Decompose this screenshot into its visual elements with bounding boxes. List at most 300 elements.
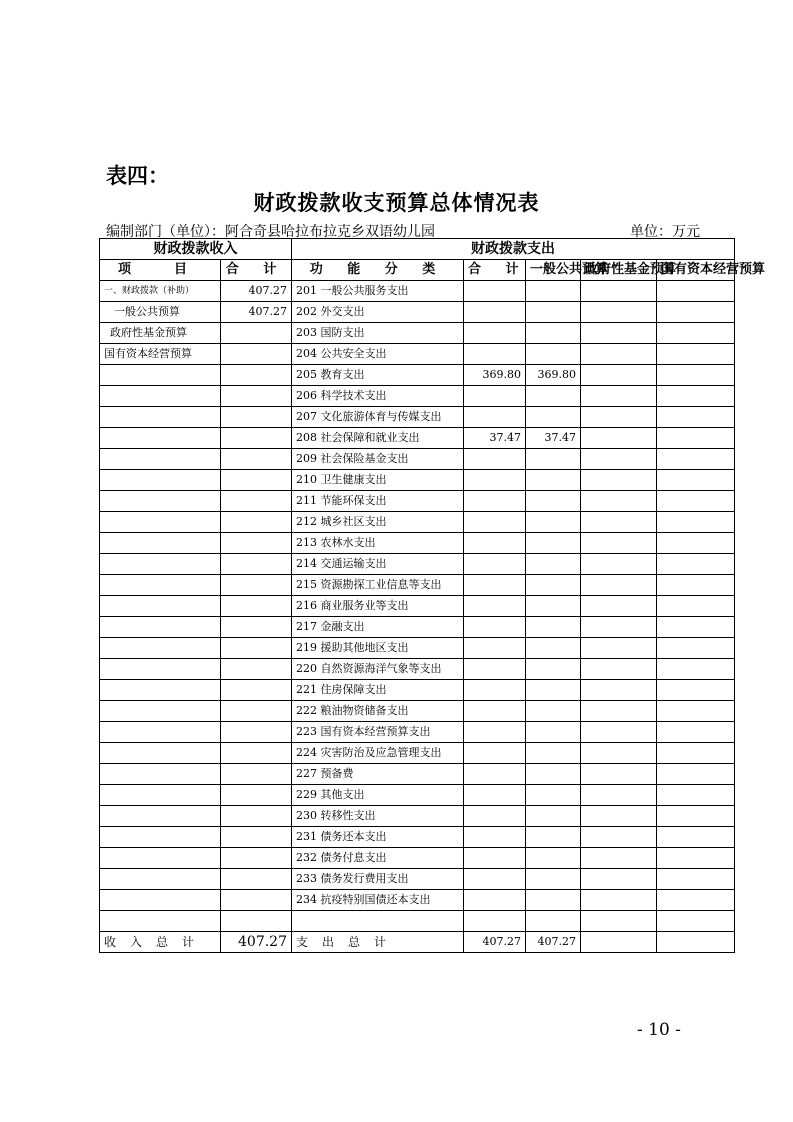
general-budget-cell — [526, 533, 581, 554]
expense-total-cell — [464, 722, 526, 743]
gov-fund-cell — [581, 554, 657, 575]
income-item-cell — [100, 638, 221, 659]
table-row — [100, 617, 735, 638]
income-item-cell — [100, 911, 221, 932]
state-capital-cell — [657, 428, 735, 449]
table-row — [100, 407, 735, 428]
income-item-cell: 国有资本经营预算 — [100, 344, 221, 365]
function-code: 212 — [296, 515, 317, 528]
gov-fund-cell — [581, 869, 657, 890]
table-row — [100, 785, 735, 806]
income-total-cell — [221, 617, 292, 638]
function-name: 公共安全支出 — [320, 347, 387, 360]
function-class-cell — [292, 512, 464, 533]
unit-label: 单位：万元 — [630, 224, 700, 240]
expense-total-cell — [464, 575, 526, 596]
income-item-cell — [100, 428, 221, 449]
function-name: 债务付息支出 — [320, 851, 387, 864]
function-name: 资源勘探工业信息等支出 — [320, 578, 442, 591]
gov-fund-cell — [581, 890, 657, 911]
income-item-cell — [100, 575, 221, 596]
general-budget-cell — [526, 617, 581, 638]
gov-fund-cell — [581, 386, 657, 407]
table-row — [100, 575, 735, 596]
income-item-cell — [100, 764, 221, 785]
function-class-cell — [292, 596, 464, 617]
state-capital-cell — [657, 869, 735, 890]
expense-total-cell — [464, 386, 526, 407]
expense-total-cell — [464, 554, 526, 575]
budget-table — [99, 238, 766, 953]
table-row — [100, 806, 735, 827]
state-capital-cell — [657, 890, 735, 911]
function-name: 文化旅游体育与传媒支出 — [320, 410, 442, 423]
function-name: 城乡社区支出 — [320, 515, 387, 528]
state-capital-cell — [657, 785, 735, 806]
income-total-cell — [221, 638, 292, 659]
income-total-cell — [221, 512, 292, 533]
state-capital-cell — [657, 533, 735, 554]
expense-total-cell — [464, 659, 526, 680]
function-name: 国有资本经营预算支出 — [320, 725, 431, 738]
function-name: 一般公共服务支出 — [320, 284, 409, 297]
gov-fund-cell — [581, 512, 657, 533]
function-name: 债务还本支出 — [320, 830, 387, 843]
function-class-cell — [292, 470, 464, 491]
general-budget-cell — [526, 785, 581, 806]
income-item-cell — [100, 617, 221, 638]
expense-total-cell — [464, 701, 526, 722]
table-row — [100, 596, 735, 617]
function-code: 217 — [296, 620, 317, 633]
income-item-cell — [100, 365, 221, 386]
function-code: 206 — [296, 389, 317, 402]
income-section-header: 财政拨款收入 — [100, 239, 292, 260]
expense-total-cell — [464, 596, 526, 617]
general-budget-cell — [526, 302, 581, 323]
state-capital-cell — [657, 386, 735, 407]
state-capital-cell — [657, 722, 735, 743]
expense-total-cell — [464, 617, 526, 638]
income-item-cell — [100, 701, 221, 722]
state-capital-cell — [657, 617, 735, 638]
expense-total-cell — [464, 302, 526, 323]
general-budget-cell — [526, 596, 581, 617]
income-item-cell — [100, 512, 221, 533]
table-row — [100, 764, 735, 785]
income-total-cell — [221, 491, 292, 512]
function-class-cell — [292, 428, 464, 449]
gov-fund-cell — [581, 344, 657, 365]
state-capital-cell — [657, 596, 735, 617]
expense-total-cell — [464, 890, 526, 911]
expense-total-cell — [464, 785, 526, 806]
gov-fund-cell — [581, 701, 657, 722]
income-item-cell — [100, 869, 221, 890]
expense-total-cell — [464, 407, 526, 428]
state-capital-total — [657, 932, 735, 953]
gov-fund-cell — [581, 449, 657, 470]
income-item-cell — [100, 848, 221, 869]
general-budget-cell — [526, 470, 581, 491]
state-capital-cell — [657, 365, 735, 386]
function-code: 216 — [296, 599, 317, 612]
general-budget-cell — [526, 701, 581, 722]
gov-fund-cell — [581, 806, 657, 827]
function-class-cell — [292, 365, 464, 386]
function-code: 224 — [296, 746, 317, 759]
table-row — [100, 869, 735, 890]
function-class-cell — [292, 869, 464, 890]
table-row — [100, 638, 735, 659]
income-total-cell — [221, 701, 292, 722]
function-name: 社会保障和就业支出 — [320, 431, 420, 444]
function-code: 201 — [296, 284, 317, 297]
income-total-cell — [221, 323, 292, 344]
table-row — [100, 743, 735, 764]
page-number: - 10 - — [637, 1020, 681, 1040]
function-name: 国防支出 — [320, 326, 365, 339]
income-item-cell — [100, 659, 221, 680]
function-name: 外交支出 — [320, 305, 365, 318]
income-total-cell — [221, 365, 292, 386]
gov-fund-cell — [581, 281, 657, 302]
income-item-cell — [100, 533, 221, 554]
general-budget-cell — [526, 827, 581, 848]
expense-total-cell — [464, 680, 526, 701]
function-code: 213 — [296, 536, 317, 549]
function-class-cell — [292, 323, 464, 344]
table-row — [100, 827, 735, 848]
expense-total-cell — [464, 512, 526, 533]
function-name: 住房保障支出 — [320, 683, 387, 696]
income-total-cell — [221, 680, 292, 701]
function-code: 215 — [296, 578, 317, 591]
gov-fund-cell — [581, 407, 657, 428]
general-budget-cell — [526, 491, 581, 512]
income-item-cell: 一般公共预算 — [100, 302, 221, 323]
state-capital-cell — [657, 764, 735, 785]
state-capital-cell — [657, 302, 735, 323]
function-name: 金融支出 — [320, 620, 365, 633]
income-total-cell: 407.27 — [221, 281, 292, 302]
gov-fund-cell — [581, 533, 657, 554]
income-total-cell — [221, 659, 292, 680]
income-total-value: 407.27 — [221, 932, 292, 953]
table-row — [100, 281, 735, 302]
income-total-cell: 407.27 — [221, 302, 292, 323]
function-name: 交通运输支出 — [320, 557, 387, 570]
function-class-cell — [292, 680, 464, 701]
income-item-cell — [100, 386, 221, 407]
function-name: 农林水支出 — [320, 536, 376, 549]
expense-total-cell — [464, 323, 526, 344]
gov-fund-total — [581, 932, 657, 953]
table-row — [100, 659, 735, 680]
function-code: 205 — [296, 368, 317, 381]
general-budget-cell — [526, 764, 581, 785]
function-class-cell — [292, 407, 464, 428]
general-budget-cell — [526, 512, 581, 533]
table-row — [100, 302, 735, 323]
function-code: 232 — [296, 851, 317, 864]
income-total-cell — [221, 890, 292, 911]
function-class-cell — [292, 638, 464, 659]
function-class-cell — [292, 722, 464, 743]
income-item-cell — [100, 806, 221, 827]
gov-fund-cell — [581, 743, 657, 764]
expense-total-cell — [464, 449, 526, 470]
state-capital-cell — [657, 701, 735, 722]
income-item-cell — [100, 827, 221, 848]
general-budget-cell: 37.47 — [526, 428, 581, 449]
function-code: 204 — [296, 347, 317, 360]
state-capital-cell — [657, 281, 735, 302]
table-row — [100, 911, 735, 932]
table-row — [100, 365, 735, 386]
state-capital-header: 国有资本经营预算 — [657, 260, 735, 281]
general-budget-cell — [526, 386, 581, 407]
income-total-cell — [221, 449, 292, 470]
totals-row — [100, 932, 735, 953]
table-row — [100, 470, 735, 491]
function-class-cell — [292, 302, 464, 323]
expense-total-value: 407.27 — [464, 932, 526, 953]
income-total-cell — [221, 554, 292, 575]
expense-total-cell — [464, 470, 526, 491]
function-class-cell — [292, 785, 464, 806]
function-code: 227 — [296, 767, 317, 780]
table-row — [100, 386, 735, 407]
general-budget-cell — [526, 869, 581, 890]
general-budget-cell — [526, 344, 581, 365]
income-total-cell — [221, 407, 292, 428]
income-total-label: 收入总计 — [100, 932, 221, 953]
state-capital-cell — [657, 491, 735, 512]
table-row — [100, 323, 735, 344]
state-capital-cell — [657, 470, 735, 491]
general-budget-cell — [526, 554, 581, 575]
function-code: 231 — [296, 830, 317, 843]
function-code: 229 — [296, 788, 317, 801]
income-item-cell — [100, 491, 221, 512]
income-item-cell — [100, 785, 221, 806]
total-header: 合 计 — [221, 260, 292, 281]
income-total-cell — [221, 911, 292, 932]
function-code: 233 — [296, 872, 317, 885]
income-item-cell — [100, 407, 221, 428]
expense-general-total: 407.27 — [526, 932, 581, 953]
function-name: 科学技术支出 — [320, 389, 387, 402]
state-capital-cell — [657, 806, 735, 827]
column-header-row — [100, 260, 735, 281]
function-code: 208 — [296, 431, 317, 444]
income-total-cell — [221, 764, 292, 785]
function-class-cell — [292, 764, 464, 785]
function-class-cell — [292, 281, 464, 302]
gov-fund-cell — [581, 827, 657, 848]
gov-fund-cell — [581, 365, 657, 386]
function-class-cell — [292, 659, 464, 680]
function-class-cell — [292, 491, 464, 512]
income-total-cell — [221, 827, 292, 848]
function-class-cell — [292, 848, 464, 869]
table-row — [100, 680, 735, 701]
table-label: 表四： — [106, 164, 169, 188]
table-row — [100, 428, 735, 449]
income-total-cell — [221, 533, 292, 554]
expense-total-cell — [464, 827, 526, 848]
total2-header: 合 计 — [464, 260, 526, 281]
function-class-cell — [292, 617, 464, 638]
expense-total-cell — [464, 869, 526, 890]
gov-fund-cell — [581, 596, 657, 617]
general-budget-cell — [526, 722, 581, 743]
function-name: 债务发行费用支出 — [320, 872, 409, 885]
table-row — [100, 701, 735, 722]
function-code: 214 — [296, 557, 317, 570]
gov-fund-cell — [581, 470, 657, 491]
general-budget-cell — [526, 281, 581, 302]
function-class-cell — [292, 386, 464, 407]
department-label: 编制部门（单位）：阿合奇县哈拉布拉克乡双语幼儿园 — [106, 224, 435, 240]
expense-total-cell — [464, 743, 526, 764]
state-capital-cell — [657, 344, 735, 365]
general-budget-cell — [526, 575, 581, 596]
table-row — [100, 344, 735, 365]
state-capital-cell — [657, 659, 735, 680]
gov-fund-cell — [581, 575, 657, 596]
expense-total-cell — [464, 344, 526, 365]
state-capital-cell — [657, 743, 735, 764]
function-name: 转移性支出 — [320, 809, 376, 822]
income-total-cell — [221, 470, 292, 491]
gov-fund-cell — [581, 638, 657, 659]
function-code: 202 — [296, 305, 317, 318]
expense-total-cell — [464, 638, 526, 659]
gov-fund-cell — [581, 302, 657, 323]
gov-fund-cell — [581, 491, 657, 512]
function-code: 230 — [296, 809, 317, 822]
table-row — [100, 554, 735, 575]
general-budget-cell — [526, 323, 581, 344]
function-class-cell — [292, 575, 464, 596]
func-class-header: 功 能 分 类 — [292, 260, 464, 281]
table-row — [100, 491, 735, 512]
function-name: 社会保险基金支出 — [320, 452, 409, 465]
gov-fund-cell — [581, 848, 657, 869]
document-title: 财政拨款收支预算总体情况表 — [253, 190, 540, 215]
function-code: 211 — [296, 494, 317, 507]
function-class-cell — [292, 890, 464, 911]
function-code: 210 — [296, 473, 317, 486]
income-item-cell — [100, 722, 221, 743]
table-row — [100, 848, 735, 869]
function-name: 商业服务业等支出 — [320, 599, 409, 612]
income-item-cell — [100, 449, 221, 470]
function-code: 209 — [296, 452, 317, 465]
gov-fund-cell — [581, 764, 657, 785]
gov-fund-cell — [581, 911, 657, 932]
table-row — [100, 512, 735, 533]
income-total-cell — [221, 848, 292, 869]
state-capital-cell — [657, 848, 735, 869]
income-item-cell — [100, 554, 221, 575]
function-code: 221 — [296, 683, 317, 696]
table-row — [100, 890, 735, 911]
general-budget-cell — [526, 890, 581, 911]
function-code: 220 — [296, 662, 317, 675]
function-name: 自然资源海洋气象等支出 — [320, 662, 442, 675]
expense-total-cell — [464, 764, 526, 785]
expense-total-cell — [464, 491, 526, 512]
table-row — [100, 533, 735, 554]
general-budget-cell — [526, 638, 581, 659]
function-class-cell — [292, 827, 464, 848]
income-item-cell — [100, 680, 221, 701]
gov-fund-cell — [581, 722, 657, 743]
state-capital-cell — [657, 323, 735, 344]
function-class-cell — [292, 533, 464, 554]
expense-total-cell — [464, 806, 526, 827]
expense-total-cell — [464, 911, 526, 932]
function-name: 灾害防治及应急管理支出 — [320, 746, 442, 759]
function-class-cell — [292, 701, 464, 722]
income-total-cell — [221, 596, 292, 617]
general-budget-cell — [526, 848, 581, 869]
income-total-cell — [221, 575, 292, 596]
general-budget-cell: 369.80 — [526, 365, 581, 386]
function-class-cell — [292, 806, 464, 827]
function-class-cell — [292, 449, 464, 470]
state-capital-cell — [657, 554, 735, 575]
income-item-cell: 一、财政拨款（补助） — [100, 281, 221, 302]
state-capital-cell — [657, 680, 735, 701]
function-code: 203 — [296, 326, 317, 339]
state-capital-cell — [657, 512, 735, 533]
state-capital-cell — [657, 638, 735, 659]
expense-total-cell — [464, 848, 526, 869]
function-name: 粮油物资储备支出 — [320, 704, 409, 717]
income-item-cell: 政府性基金预算 — [100, 323, 221, 344]
expense-total-cell — [464, 281, 526, 302]
general-budget-cell — [526, 806, 581, 827]
function-code: 222 — [296, 704, 317, 717]
income-total-cell — [221, 722, 292, 743]
section-header-row — [100, 239, 735, 260]
function-class-cell — [292, 554, 464, 575]
gov-fund-header: 政府性基金预算 — [581, 260, 657, 281]
expense-total-cell: 369.80 — [464, 365, 526, 386]
income-total-cell — [221, 806, 292, 827]
function-name: 教育支出 — [320, 368, 365, 381]
income-item-cell — [100, 890, 221, 911]
state-capital-cell — [657, 827, 735, 848]
function-class-cell — [292, 743, 464, 764]
gov-fund-cell — [581, 428, 657, 449]
function-name: 节能环保支出 — [320, 494, 387, 507]
income-total-cell — [221, 344, 292, 365]
function-name: 援助其他地区支出 — [320, 641, 409, 654]
income-item-cell — [100, 470, 221, 491]
function-name: 预备费 — [320, 767, 354, 780]
income-total-cell — [221, 785, 292, 806]
income-total-cell — [221, 428, 292, 449]
expense-total-label: 支出总计 — [292, 932, 464, 953]
general-budget-cell — [526, 911, 581, 932]
state-capital-cell — [657, 407, 735, 428]
function-name: 抗疫特别国债还本支出 — [320, 893, 431, 906]
